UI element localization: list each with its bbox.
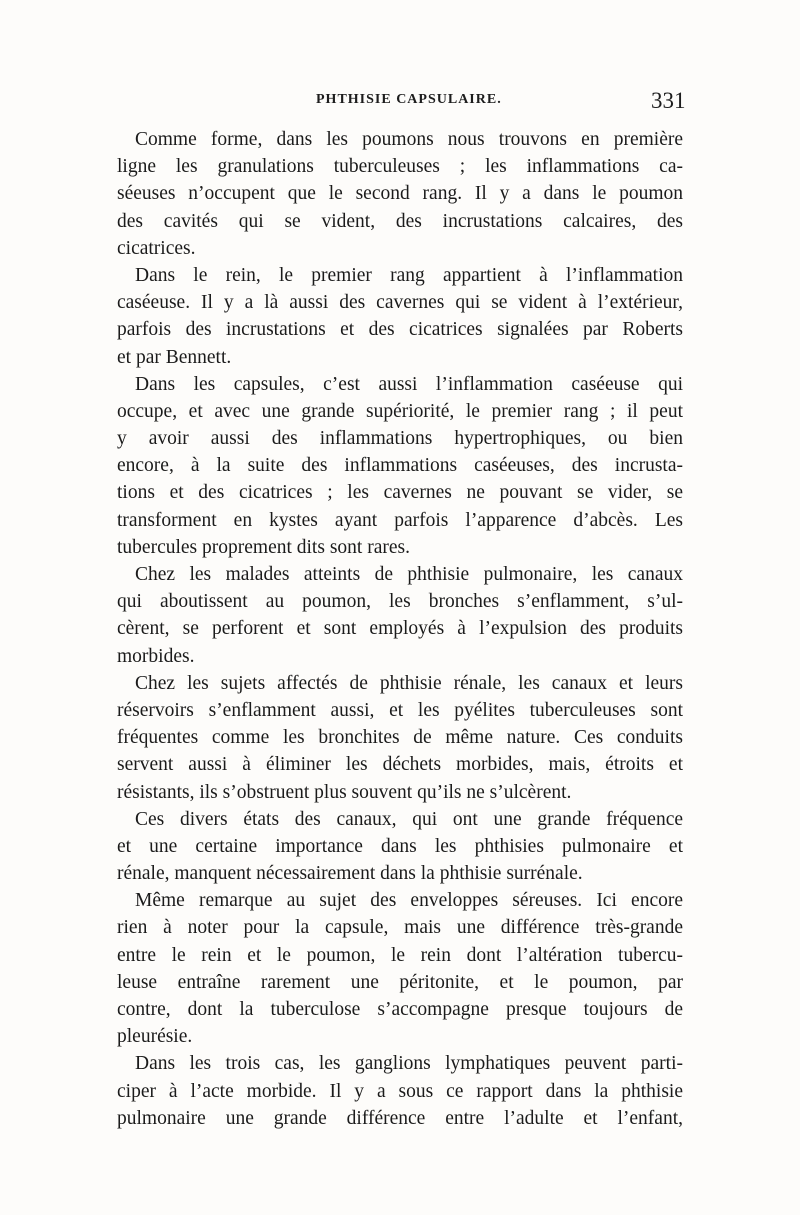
text-line: occupe, et avec une grande supériorité, le premier rang ; il peut [117, 400, 683, 422]
running-title: PHTHISIE CAPSULAIRE. [316, 92, 502, 107]
text-line: des cavités qui se vident, des incrustations calcaires, des [117, 210, 683, 232]
paragraph [117, 262, 683, 371]
paragraph [117, 126, 683, 262]
page-number: 331 [651, 88, 686, 113]
paragraph [117, 806, 683, 888]
text-line: morbides. [117, 645, 195, 667]
body-text [117, 126, 683, 1132]
text-line: fréquentes comme les bronchites de même nature. Ces conduits [117, 727, 683, 749]
paragraph [117, 561, 683, 670]
text-line: qui aboutissent au poumon, les bronches s’enflamment, s’ul- [117, 591, 683, 613]
text-line: y avoir aussi des inflammations hypertrophiques, ou bien [117, 428, 683, 450]
text-line: cèrent, se perforent et sont employés à l’expulsion des produits [117, 618, 683, 640]
text-line: caséeuse. Il y a là aussi des cavernes qui se vident à l’extérieur, [117, 292, 683, 314]
text-line: ligne les granulations tuberculeuses ; les inflammations ca- [117, 156, 683, 178]
text-line: rien à noter pour la capsule, mais une différence très-grande [117, 917, 683, 939]
text-line: cicatrices. [117, 237, 196, 259]
text-line: transforment en kystes ayant parfois l’apparence d’abcès. Les [117, 509, 683, 531]
text-line: tions et des cicatrices ; les cavernes ne pouvant se vider, se [117, 482, 683, 504]
paragraph [117, 887, 683, 1050]
paragraph [117, 1050, 683, 1132]
paragraph [117, 670, 683, 806]
text-line: Chez les malades atteints de phthisie pulmonaire, les canaux [135, 564, 683, 585]
text-line: réservoirs s’enflamment aussi, et les pyélites tuberculeuses sont [117, 699, 683, 721]
text-line: parfois des incrustations et des cicatrices signalées par Roberts [117, 319, 683, 341]
text-line: leuse entraîne rarement une péritonite, et le poumon, par [117, 971, 683, 993]
text-line: entre le rein et le poumon, le rein dont l’altération tubercu- [117, 944, 683, 966]
text-line: rénale, manquent nécessairement dans la phthisie surrénale. [117, 863, 583, 885]
text-line: résistants, ils s’obstruent plus souvent qu’ils ne s’ulcèrent. [117, 781, 572, 803]
text-line: ciper à l’acte morbide. Il y a sous ce rapport dans la phthisie [117, 1080, 683, 1102]
text-line: pleurésie. [117, 1026, 193, 1048]
text-line: encore, à la suite des inflammations caséeuses, des incrusta- [117, 455, 683, 477]
text-line: Ces divers états des canaux, qui ont une grande fréquence [135, 808, 683, 830]
text-line: contre, dont la tuberculose s’accompagne presque toujours de [117, 999, 683, 1020]
paragraph [117, 371, 683, 561]
text-line: Comme forme, dans les poumons nous trouvons en première [135, 129, 683, 150]
text-line: Même remarque au sujet des enveloppes séreuses. Ici encore [135, 890, 683, 912]
text-line: Dans les trois cas, les ganglions lymphatiques peuvent parti- [135, 1053, 683, 1075]
text-line: et par Bennett. [117, 346, 232, 368]
page-header [0, 88, 800, 122]
text-line: servent aussi à éliminer les déchets morbides, mais, étroits et [117, 754, 683, 776]
text-line: Chez les sujets affectés de phthisie rénale, les canaux et leurs [135, 672, 683, 694]
text-line: pulmonaire une grande différence entre l’adulte et l’enfant, [117, 1107, 683, 1129]
text-line: séeuses n’occupent que le second rang. Il y a dans le poumon [117, 183, 683, 205]
text-line: tubercules proprement dits sont rares. [117, 536, 410, 558]
text-line: Dans les capsules, c’est aussi l’inflammation caséeuse qui [135, 373, 683, 395]
text-line: et une certaine importance dans les phthisies pulmonaire et [117, 835, 683, 857]
text-line: Dans le rein, le premier rang appartient à l’inflammation [135, 264, 683, 286]
